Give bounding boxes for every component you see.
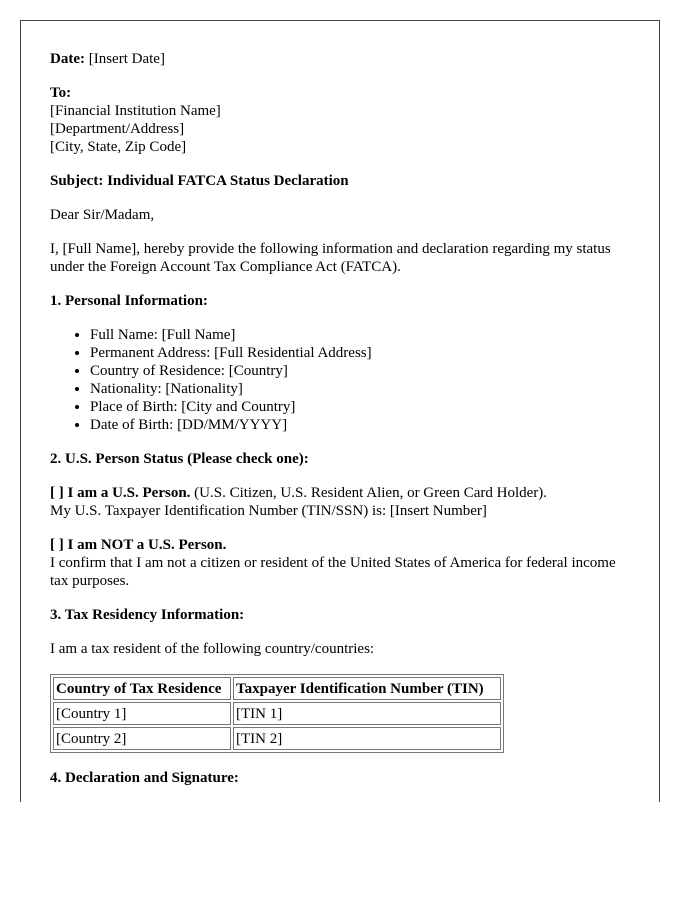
us-person-checkbox-label[interactable]: [ ] I am a U.S. Person. — [50, 485, 191, 501]
to-label: To: — [50, 85, 72, 101]
recipient-line: [City, State, Zip Code] — [50, 139, 187, 155]
column-header-country: Country of Tax Residence — [53, 677, 231, 700]
list-item: • Country of Residence: [Country] — [90, 362, 630, 380]
column-header-tin: Taxpayer Identification Number (TIN) — [233, 677, 501, 700]
date-line — [50, 50, 630, 68]
table-cell: [TIN 2] — [233, 727, 501, 750]
list-item: • Date of Birth: [DD/MM/YYYY] — [90, 416, 630, 434]
intro-paragraph: I, [Full Name], hereby provide the following information and declaration regarding my status under the Foreign Account Tax Compliance Act (FATCA). — [50, 241, 611, 275]
recipient-block — [50, 84, 630, 156]
table-cell: [Country 1] — [53, 702, 231, 725]
subject-line: Subject: Individual FATCA Status Declaration — [50, 173, 349, 189]
non-us-person-description: I confirm that I am not a citizen or resident of the United States of America for federal income tax purposes. — [50, 555, 616, 589]
non-us-person-option — [50, 536, 630, 590]
personal-info-list — [50, 326, 630, 434]
table-cell: [TIN 1] — [233, 702, 501, 725]
list-item: • Full Name: [Full Name] — [90, 326, 630, 344]
letter-content — [50, 50, 630, 802]
recipient-line: [Department/Address] — [50, 121, 185, 137]
date-value: [Insert Date] — [88, 51, 165, 67]
section-heading-us-person-status: 2. U.S. Person Status (Please check one): — [50, 451, 309, 467]
us-person-description: (U.S. Citizen, U.S. Resident Alien, or Green Card Holder). — [190, 485, 548, 501]
date-label: Date: — [50, 51, 85, 67]
section-heading-declaration: 4. Declaration and Signature: — [50, 770, 239, 786]
table-row — [53, 702, 501, 725]
non-us-person-checkbox-label[interactable]: [ ] I am NOT a U.S. Person. — [50, 537, 227, 553]
table-cell: [Country 2] — [53, 727, 231, 750]
us-tin-line: My U.S. Taxpayer Identification Number (TIN/SSN) is: [Insert Number] — [50, 503, 487, 519]
salutation: Dear Sir/Madam, — [50, 207, 155, 223]
document-page — [20, 20, 660, 802]
table-row — [53, 727, 501, 750]
list-item: • Nationality: [Nationality] — [90, 380, 630, 398]
tax-residency-intro: I am a tax resident of the following country/countries: — [50, 641, 375, 657]
list-item: • Permanent Address: [Full Residential Address] — [90, 344, 630, 362]
us-person-option — [50, 484, 630, 520]
section-heading-tax-residency: 3. Tax Residency Information: — [50, 607, 245, 623]
list-item: • Place of Birth: [City and Country] — [90, 398, 630, 416]
table-header-row — [53, 677, 501, 700]
section-heading-personal-info: 1. Personal Information: — [50, 293, 208, 309]
tax-residency-table — [50, 674, 504, 753]
recipient-line: [Financial Institution Name] — [50, 103, 221, 119]
